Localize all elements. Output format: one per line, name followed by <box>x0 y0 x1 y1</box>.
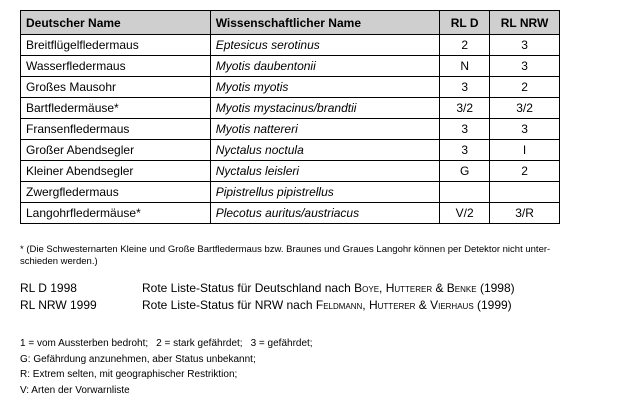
status-line-numbers <box>20 336 313 352</box>
rl-nrw-cell: 2 <box>490 77 560 98</box>
table-row <box>21 119 560 140</box>
rl-nrw-legend-row <box>20 297 515 314</box>
rl-nrw-description <box>142 297 512 314</box>
rl-d-cell: 3/2 <box>440 98 490 119</box>
footnote-line: * (Die Schwesternarten Kleine und Große Bartfledermaus bzw. Braunes und Graues Langohr können per Detektor nicht unter- <box>20 244 551 255</box>
footnote <box>20 244 620 268</box>
german-name-cell: Zwergfledermaus <box>21 182 211 203</box>
rl-nrw-cell: 3 <box>490 56 560 77</box>
status-legend <box>20 336 313 398</box>
german-name-cell: Bartfledermäuse* <box>21 98 211 119</box>
header-rl-d: RL D <box>440 11 490 35</box>
status-g: G: Gefährdung anzunehmen, aber Status unbekannt; <box>20 353 256 365</box>
table-row <box>21 182 560 203</box>
rl-d-cell: 3 <box>440 77 490 98</box>
rl-d-cell: 3 <box>440 119 490 140</box>
scientific-name-cell: Nyctalus noctula <box>210 140 440 161</box>
red-list-legend <box>20 280 515 314</box>
scientific-name-cell: Pipistrellus pipistrellus <box>210 182 440 203</box>
rl-nrw-cell: 3/R <box>490 203 560 224</box>
footnote-line: schieden werden.) <box>20 256 98 267</box>
status-2: 2 = stark gefährdet; <box>156 338 243 349</box>
table-row <box>21 98 560 119</box>
table-row <box>21 77 560 98</box>
rl-d-legend-row <box>20 280 515 297</box>
rl-d-cell: V/2 <box>440 203 490 224</box>
header-rl-nrw: RL NRW <box>490 11 560 35</box>
table-row <box>21 203 560 224</box>
rl-d-cell: 3 <box>440 140 490 161</box>
german-name-cell: Breitflügelfledermaus <box>21 35 211 56</box>
german-name-cell: Wasserfledermaus <box>21 56 211 77</box>
german-name-cell: Kleiner Abendsegler <box>21 161 211 182</box>
rl-d-description <box>142 280 515 297</box>
rl-d-authors: Boye, Hutterer & Benke <box>354 281 477 295</box>
status-v: V: Arten der Vorwarnliste <box>20 384 130 396</box>
rl-nrw-text: Rote Liste-Status für NRW nach <box>142 298 316 312</box>
german-name-cell: Großes Mausohr <box>21 77 211 98</box>
scientific-name-cell: Myotis myotis <box>210 77 440 98</box>
status-1: 1 = vom Aussterben bedroht; <box>20 338 149 349</box>
rl-nrw-cell <box>490 182 560 203</box>
scientific-name-cell: Myotis nattereri <box>210 119 440 140</box>
rl-d-year: (1998) <box>476 281 515 295</box>
german-name-cell: Großer Abendsegler <box>21 140 211 161</box>
rl-d-cell: G <box>440 161 490 182</box>
rl-d-text: Rote Liste-Status für Deutschland nach <box>142 281 355 295</box>
rl-nrw-cell: I <box>490 140 560 161</box>
rl-nrw-year: (1999) <box>473 298 512 312</box>
table-row <box>21 35 560 56</box>
header-scientific-name: Wissenschaftlicher Name <box>210 11 440 35</box>
status-3: 3 = gefährdet; <box>250 338 313 349</box>
rl-nrw-cell: 3/2 <box>490 98 560 119</box>
rl-nrw-cell: 3 <box>490 35 560 56</box>
table-header-row <box>21 11 560 35</box>
species-table <box>20 10 560 224</box>
german-name-cell: Langohrfledermäuse* <box>21 203 211 224</box>
header-german-name: Deutscher Name <box>21 11 211 35</box>
scientific-name-cell: Myotis mystacinus/brandtii <box>210 98 440 119</box>
rl-nrw-cell: 3 <box>490 119 560 140</box>
scientific-name-cell: Myotis daubentonii <box>210 56 440 77</box>
scientific-name-cell: Plecotus auritus/austriacus <box>210 203 440 224</box>
german-name-cell: Fransenfledermaus <box>21 119 211 140</box>
rl-d-key: RL D 1998 <box>20 281 77 295</box>
table-row <box>21 161 560 182</box>
table-row <box>21 140 560 161</box>
table-row <box>21 56 560 77</box>
rl-nrw-key: RL NRW 1999 <box>20 298 97 312</box>
rl-d-cell <box>440 182 490 203</box>
rl-nrw-authors: Feldmann, Hutterer & Vierhaus <box>315 298 474 312</box>
rl-d-cell: N <box>440 56 490 77</box>
scientific-name-cell: Eptesicus serotinus <box>210 35 440 56</box>
scientific-name-cell: Nyctalus leisleri <box>210 161 440 182</box>
rl-d-cell: 2 <box>440 35 490 56</box>
rl-nrw-cell: 2 <box>490 161 560 182</box>
status-r: R: Extrem selten, mit geographischer Restriktion; <box>20 369 238 380</box>
